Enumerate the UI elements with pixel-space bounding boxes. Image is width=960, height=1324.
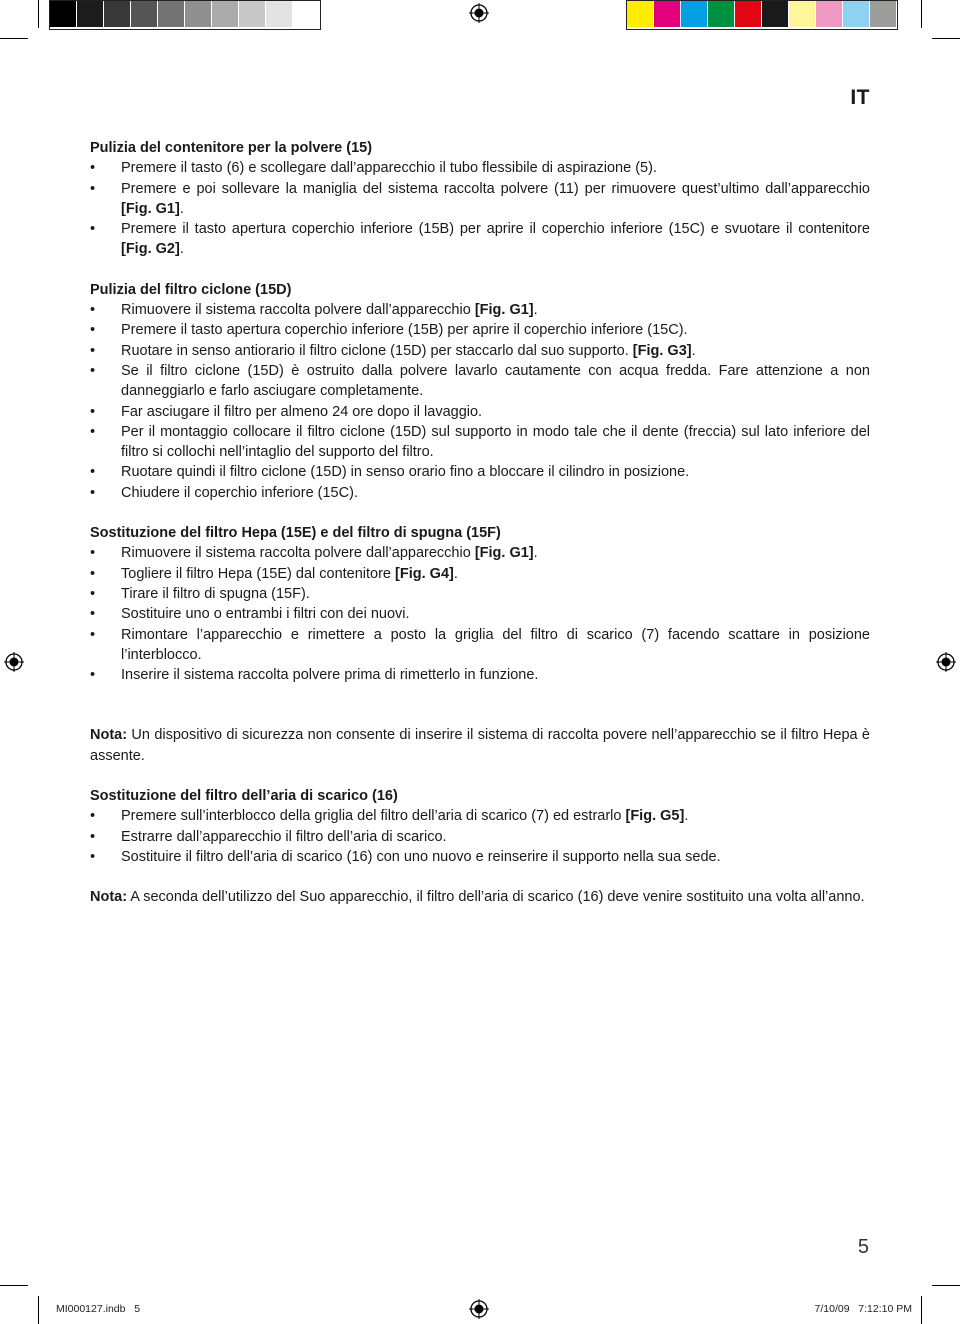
registration-mark-icon	[4, 652, 24, 672]
instruction-item	[90, 158, 870, 178]
instruction-punctuation: .	[179, 200, 184, 217]
color-swatch	[104, 1, 131, 27]
color-swatch	[843, 1, 870, 27]
color-swatch	[681, 1, 708, 27]
instruction-text: Rimontare l’apparecchio e rimettere a posto la griglia del filtro di scarico (7) facendo scattare in posizione l’interblocco.	[121, 626, 870, 663]
color-swatch	[131, 1, 158, 27]
color-swatch	[239, 1, 266, 27]
instruction-text: Premere sull’interblocco della griglia del filtro dell’aria di scarico (7) ed estrarlo	[121, 808, 626, 825]
instruction-punctuation: .	[533, 302, 538, 319]
section-title: Pulizia del contenitore per la polvere (15)	[90, 140, 373, 156]
instruction-item	[90, 584, 870, 604]
color-swatch	[627, 1, 654, 27]
color-swatch	[708, 1, 735, 27]
color-swatch	[158, 1, 185, 27]
note-text: A seconda dell’utilizzo del Suo apparecchio, il filtro dell’aria di scarico (16) deve venire sostituito una volta all’anno.	[127, 889, 865, 906]
sections-container	[90, 138, 870, 685]
instruction-item	[90, 543, 870, 563]
instruction-text: Far asciugare il filtro per almeno 24 ore dopo il lavaggio.	[121, 403, 483, 420]
section	[90, 523, 870, 685]
color-swatch	[762, 1, 789, 27]
instruction-item	[90, 483, 870, 503]
color-swatch	[50, 1, 77, 27]
section-title: Sostituzione del filtro Hepa (15E) e del filtro di spugna (15F)	[90, 525, 501, 542]
instruction-text: Chiudere il coperchio inferiore (15C).	[121, 484, 358, 501]
instruction-text: Sostituire il filtro dell’aria di scarico (16) con uno nuovo e reinserire il supporto nella sua sede.	[121, 848, 721, 865]
crop-mark	[38, 1296, 39, 1324]
instruction-text: Togliere il filtro Hepa (15E) dal contenitore	[121, 565, 396, 582]
registration-mark-icon	[936, 652, 956, 672]
instruction-item	[90, 604, 870, 624]
footer-file: MI000127.indb 5	[56, 1303, 141, 1315]
instruction-item	[90, 179, 870, 220]
section-exhaust-filter	[90, 786, 870, 867]
instruction-item	[90, 422, 870, 463]
note-replacement	[90, 887, 870, 907]
color-swatch	[77, 1, 104, 27]
instruction-item	[90, 564, 870, 584]
instruction-item	[90, 665, 870, 685]
instruction-list	[90, 158, 870, 259]
color-swatch	[870, 1, 897, 27]
figure-reference: [Fig. G1]	[121, 200, 180, 217]
instruction-text: Ruotare quindi il filtro ciclone (15D) in senso orario fino a bloccare il cilindro in posizione.	[121, 464, 690, 481]
page-number: 5	[857, 1236, 869, 1258]
figure-reference: [Fig. G3]	[632, 342, 692, 359]
section	[90, 280, 870, 503]
instruction-text: Estrarre dall’apparecchio il filtro dell’aria di scarico.	[121, 828, 447, 845]
crop-mark	[921, 0, 922, 28]
color-swatch	[185, 1, 212, 27]
crop-mark	[38, 0, 39, 28]
crop-mark	[932, 38, 960, 39]
language-tag: IT	[850, 86, 870, 109]
figure-reference: [Fig. G2]	[121, 241, 180, 258]
figure-reference: [Fig. G1]	[474, 545, 534, 562]
instruction-item	[90, 625, 870, 666]
note-label: Nota:	[90, 727, 128, 744]
section	[90, 138, 870, 260]
instruction-punctuation: .	[533, 545, 538, 562]
instruction-punctuation: .	[691, 342, 696, 359]
crop-mark	[0, 1285, 28, 1286]
instruction-text: Tirare il filtro di spugna (15F).	[121, 585, 310, 602]
instruction-item	[90, 361, 870, 402]
registration-mark-icon	[469, 3, 489, 23]
figure-reference: [Fig. G5]	[625, 808, 685, 825]
color-swatch	[816, 1, 843, 27]
color-swatch	[266, 1, 293, 27]
note-label: Nota:	[90, 889, 128, 906]
instruction-item	[90, 847, 870, 867]
instruction-item	[90, 806, 870, 826]
instruction-text: Sostituire uno o entrambi i filtri con dei nuovi.	[121, 606, 410, 623]
figure-reference: [Fig. G1]	[474, 302, 534, 319]
instruction-item	[90, 402, 870, 422]
color-swatch	[654, 1, 681, 27]
instruction-list	[90, 806, 870, 867]
instruction-text: Premere e poi sollevare la maniglia del sistema raccolta polvere (11) per rimuovere quest’ultimo dall’apparecchio	[121, 180, 870, 197]
crop-mark	[0, 38, 28, 39]
instruction-punctuation: .	[453, 565, 458, 582]
color-swatch	[735, 1, 762, 27]
section-title: Pulizia del filtro ciclone (15D)	[90, 281, 292, 298]
instruction-text: Rimuovere il sistema raccolta polvere dall’apparecchio	[121, 545, 475, 562]
process-color-bar	[626, 0, 898, 30]
instruction-text: Rimuovere il sistema raccolta polvere dall’apparecchio	[121, 302, 475, 319]
instruction-punctuation: .	[684, 808, 689, 825]
instruction-text: Se il filtro ciclone (15D) è ostruito dalla polvere lavarlo cautamente con acqua fredda. Fare attenzione a non danneggiarlo e farlo asciugare completamente.	[121, 362, 870, 400]
note-safety	[90, 725, 870, 766]
instruction-text: Inserire il sistema raccolta polvere prima di rimetterlo in funzione.	[121, 667, 539, 684]
instruction-item	[90, 320, 870, 340]
manual-content	[90, 138, 870, 928]
color-swatch	[212, 1, 239, 27]
crop-mark	[921, 1296, 922, 1324]
instruction-text: Per il montaggio collocare il filtro ciclone (15D) sul supporto in modo tale che il dente (freccia) sul lato inferiore del filtro si collochi nell’intaglio del supporto del filtro.	[121, 423, 870, 461]
instruction-list	[90, 300, 870, 503]
crop-mark	[932, 1285, 960, 1286]
instruction-text: Premere il tasto apertura coperchio inferiore (15B) per aprire il coperchio inferiore (15C) e svuotare il contenitore	[121, 221, 870, 238]
color-swatch	[789, 1, 816, 27]
instruction-item	[90, 827, 870, 847]
instruction-item	[90, 219, 870, 260]
grayscale-color-bar	[49, 0, 321, 30]
spacer	[90, 705, 870, 725]
instruction-item	[90, 341, 870, 361]
instruction-text: Premere il tasto apertura coperchio inferiore (15B) per aprire il coperchio inferiore (15C).	[121, 322, 688, 339]
instruction-item	[90, 300, 870, 320]
figure-reference: [Fig. G4]	[395, 565, 454, 582]
section-title: Sostituzione del filtro dell’aria di scarico (16)	[90, 788, 398, 805]
instruction-item	[90, 462, 870, 482]
instruction-text: Premere il tasto (6) e scollegare dall’apparecchio il tubo flessibile di aspirazione (5).	[121, 160, 657, 177]
instruction-list	[90, 543, 870, 685]
instruction-punctuation: .	[179, 241, 184, 258]
instruction-text: Ruotare in senso antiorario il filtro ciclone (15D) per staccarlo dal suo supporto.	[121, 342, 633, 359]
registration-mark-icon	[469, 1299, 489, 1319]
note-text: Un dispositivo di sicurezza non consente di inserire il sistema di raccolta povere nell’apparecchio se il filtro Hepa è assente.	[90, 727, 870, 764]
footer-date: 7/10/09 7:12:10 PM	[814, 1303, 912, 1315]
color-swatch	[293, 1, 320, 27]
